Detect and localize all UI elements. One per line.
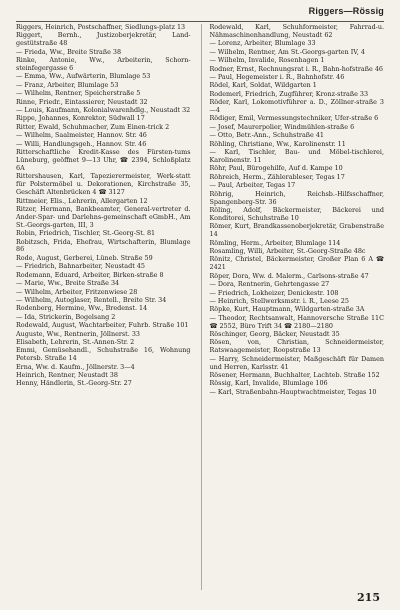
directory-entry: — Wilhelm, Saalmeister, Hannov. Str. 46 [16,131,147,140]
page-number: 215 [357,591,380,604]
directory-entry: Röhreich, Herm., Zählerableser, Tegas 17 [209,172,345,181]
directory-entry: — Paul, Arbeiter, Tegas 17 [209,181,296,190]
columns [16,24,384,590]
directory-entry: Rippe, Johannes, Konrektor, Südwall 17 [16,114,145,123]
directory-entry: Rodemerl, Friedrich, Zugführer, Kronz-straße 33 [209,89,369,98]
directory-entry: — Ida, Strickerin, Bogelsang 2 [16,312,116,321]
directory-entry: — Wilhelm, Arbeiter, Fritzenwiese 28 [16,287,138,296]
directory-entry: — Wilhelm, Rentner, Speicherstraße 5 [16,89,141,98]
directory-entry: — Karl, Straßenbahn-Hauptwachtmeister, Tegas 10 [209,387,377,396]
directory-entry: Rönitz, Christel, Bäckermeister, Großer Plan 6 A ☎ 2421 [209,255,384,272]
directory-entry: Rinne, Friedr., Eintassierer, Neustadt 32 [16,97,148,106]
directory-entry: Röder, Karl, Lokomotivführer a. D., Zöllner-straße 3—4 [209,98,384,115]
running-head: Riggers—Rössig [308,6,384,16]
right-column [201,24,385,590]
directory-entry: — Franz, Arbeiter, Blumlage 53 [16,80,119,89]
directory-entry: Emmi, Gemüsehandl., Schuhstraße 16, Wohnung Petersb. Straße 14 [16,346,191,363]
directory-entry: — Wilhelm, Invalide, Rosenhagen 1 [209,56,325,65]
directory-entry: — Lorenz, Arbeiter, Blumlage 33 [209,39,316,48]
directory-entry: Rodewald, Karl, Schuhformeister, Fahrrad-u. Nähmaschinenhandlung, Neustadt 62 [209,23,384,39]
directory-entry: Röpke, Kurt, Hauptmann, Wildgarten-straße 3A [209,305,365,314]
directory-entry: Rösener, Hermann, Buchhalter, Lachteb. Straße 152 [209,371,380,380]
directory-entry: Robitzsch, Frida, Ehefrau, Wirtschafterin, Blumlage 86 [16,237,191,254]
directory-entry: Röhling, Christiane, Ww., Karolinenstr. 11 [209,139,346,148]
directory-entry: Rödiger, Emil, Vermessungstechniker, Ufer-straße 6 [209,114,379,123]
directory-entry: Rodewald, August, Wachtarbeiter, Fuhrb. Straße 101 [16,321,189,330]
directory-entry: — Karl, Tischler, Bau- und Möbel-tischlerei, Karolinenstr. 11 [209,148,384,164]
directory-entry: — Dora, Rentnerin, Gehrtengasse 27 [209,280,330,289]
directory-entry: Rössig, Karl, Invalide, Blumlage 106 [209,379,328,388]
directory-entry: — Theodor, Rechtsanwalt, Hannoversche Straße 11C ☎ 2552, Büro Trift 34 ☎ 2180—2180 [209,313,384,330]
directory-entry: Ritterschaftliche Kredit-Kasse des Fürsten-tums Lüneburg, geöffnet 9—13 Uhr, ☎ 2394, Schloßplatz 6A [16,148,191,172]
directory-entry: — Frieda, Ww., Breite Straße 38 [16,47,122,56]
directory-entry: — Harry, Schneidermeister, Maßgeschäft für Damen und Herren, Karlsstr. 41 [209,354,384,371]
directory-entry: Röhrig, Heinrich, Reichsb.-Hilfsschaffner, Spangenberg-Str. 36 [209,189,384,206]
directory-entry: Römling, Herm., Arbeiter, Blumlage 114 [209,238,341,247]
directory-entry: — Friedrich, Bahnarbeiter, Neustadt 45 [16,262,145,271]
directory-entry: — Marie, Ww., Breite Straße 34 [16,279,120,288]
page-header [16,6,384,22]
directory-entry: — Louis, Kaufmann, Kolonialwarenhdlg., Neustadt 32 [16,106,191,115]
directory-entry: Rittershausen, Karl, Tapezierermeister, Werk-statt für Polstermöbel u. Dekorationen, Kirchstraße 35, Geschäft Altenbrücken 4 ☎ 3127 [16,172,191,197]
directory-entry: Robin, Friedrich, Tischler, St.-Georg-St. 81 [16,229,156,238]
directory-entry: — Josef, Maurerpolier, Windmühlen-straße 6 [209,122,355,131]
directory-entry: Röper, Dora, Ww. d. Malerm., Carlsons-straße 47 [209,271,369,280]
directory-entry: — Heinrich, Stellwerksmstr. i. R., Leese 25 [209,296,349,305]
directory-entry: Rode, August, Gerberei, Lüneb. Straße 59 [16,253,153,262]
directory-entry: — Wilhelm, Rentner, Am St.-Georgs-garten IV, 4 [209,47,365,56]
directory-entry: Auguste, Ww., Rentnerin, Jöllnerst. 33 [16,329,140,338]
directory-entry: Riggert, Bernh., Justizoberjekretär, Land-gestütstraße 48 [16,31,191,48]
directory-entry: Röhr, Paul, Bürogehilfe, Auf d. Kampe 10 [209,164,343,173]
directory-entry: Rittmeier, Elis., Lehrerin, Allergarten 12 [16,196,148,205]
directory-entry: Röling, Adolf, Bäckermeister, Bäckerei und Konditorei, Schuhstraße 10 [209,205,384,222]
directory-entry: Rodemann, Eduard, Arbeiter, Birken-straße 8 [16,270,164,279]
directory-entry: Ritzer, Hermann, Bankbeamter, General-vertreter d. Ander-Spar- und Darlehns-gemeinschaft eGmbH., Am St.-Georgs-garten, III, 3 [16,204,191,229]
directory-entry: — Willi, Handlungsgeh., Hannov. Str. 46 [16,139,147,148]
directory-entry: Erna, Ww. d. Kaufm., Jöllnerstr. 3—4 [16,362,135,371]
directory-entry: — Friedrich, Lokheizer, Denickestr. 108 [209,288,339,297]
left-column [16,24,191,590]
directory-entry: Rösen, von, Christian, Schneidermeister, Ratswaagemeister, Roopstraße 13 [209,338,384,355]
directory-entry: Ritter, Ewald, Schuhmacher, Zum Einen-trick 2 [16,122,170,131]
directory-entry: Riggers, Heinrich, Postschaffner, Siedlungs-platz 13 [16,23,186,31]
directory-entry: Elisabeth, Lehrerin, St.-Annen-Str. 2 [16,337,135,346]
directory-entry: Rodenberg, Hermine, Ww., Bredenst. 14 [16,304,148,313]
directory-entry: Rödel, Karl, Soldat, Wildgarten 1 [209,81,317,90]
directory-entry: Rinke, Antonie, Ww., Arbeiterin, Schorn-steinfegergasse 6 [16,56,191,73]
directory-entry: Henny, Händlerin, St.-Georg-Str. 27 [16,379,132,388]
directory-entry: — Emma, Ww., Aufwärterin, Blumlage 53 [16,72,151,81]
directory-entry: Rosamling, Willi, Arbeiter, St.-Georg-Straße 48c [209,246,366,255]
directory-entry: Römer, Kurt, Brandkassenoberjekretär, Grabenstraße 14 [209,222,384,239]
directory-entry: Rodner, Ernst, Rechnungsrat i. R., Bahn-hofstraße 46 [209,64,383,73]
directory-entry: Heinrich, Rentner, Neustadt 38 [16,371,118,380]
directory-entry: Röschinger, Georg, Bäcker, Neustadt 35 [209,330,340,339]
directory-entry: — Otto, Betr.-Ann., Schuhstraße 41 [209,131,324,140]
directory-entry: — Wilhelm, Autoglaser, Rentell., Breite Str. 34 [16,295,167,304]
directory-entry: — Paul, Hegemeister i. R., Bahnhofstr. 46 [209,72,345,81]
